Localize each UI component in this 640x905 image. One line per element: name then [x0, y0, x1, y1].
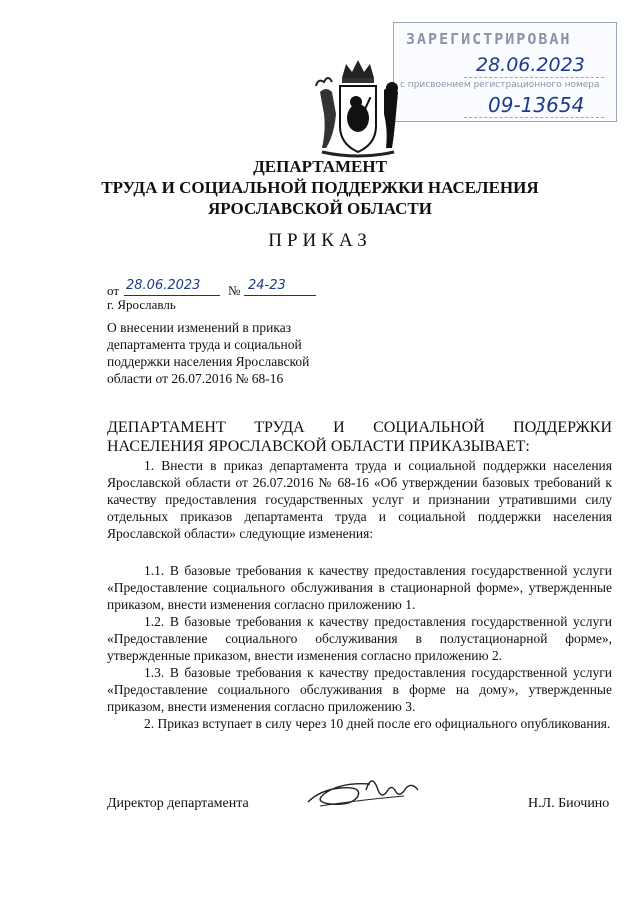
paragraph-1: 1. Внести в приказ департамента труда и социальной поддержки населения Ярославской области от 26.07.2016 № 68-16 «Об утверждении базовых требований к качеству предоставления государственных услуг и признании утратившими силу отдельных приказов департамента труда и социальной поддержки населения Ярославской области» следующие изменения: [107, 458, 612, 541]
stamp-title: ЗАРЕГИСТРИРОВАН [406, 30, 572, 48]
stamp-number: 09-13654 [488, 93, 585, 117]
coat-of-arms-icon [312, 56, 404, 160]
order-subject [107, 319, 347, 387]
order-preamble: ДЕПАРТАМЕНТ ТРУДА И СОЦИАЛЬНОЙ ПОДДЕРЖКИ НАСЕЛЕНИЯ ЯРОСЛАВСКОЙ ОБЛАСТИ ПРИКАЗЫВАЕТ: [107, 419, 612, 455]
subject-line: области от 26.07.2016 № 68-16 [107, 371, 284, 386]
date-label: от [107, 283, 120, 298]
order-title: ПРИКАЗ [268, 230, 372, 251]
order-date: 28.06.2023 [126, 278, 201, 293]
stamp-divider [464, 117, 604, 118]
paragraph-1-1: 1.1. В базовые требования к качеству предоставления государственной услуги «Предоставление социального обслуживания в стационарной форме», утвержденные приказом, внести изменения согласно приложению 1. [107, 563, 612, 612]
signatory-name: Н.Л. Биочино [528, 796, 610, 811]
number-label: № [228, 283, 241, 298]
stamp-note: с присвоением регистрационного номера [400, 80, 600, 90]
city: г. Ярославль [107, 297, 176, 312]
department-header-line1: ДЕПАРТАМЕНТ [253, 157, 387, 176]
handwritten-signature-icon [300, 760, 435, 820]
department-header-line3: ЯРОСЛАВСКОЙ ОБЛАСТИ [208, 199, 432, 218]
order-number: 24-23 [248, 278, 286, 293]
department-header-line2: ТРУДА И СОЦИАЛЬНОЙ ПОДДЕРЖКИ НАСЕЛЕНИЯ [101, 178, 539, 197]
stamp-date: 28.06.2023 [476, 54, 585, 76]
signatory-position: Директор департамента [107, 796, 249, 811]
registration-stamp [393, 22, 617, 122]
paragraph-1-2: 1.2. В базовые требования к качеству предоставления государственной услуги «Предоставление социального обслуживания в полустационарной форме», утвержденные приказом, внести изменения согласно приложению 2. [107, 614, 612, 663]
number-underline [244, 295, 316, 296]
paragraph-2: 2. Приказ вступает в силу через 10 дней после его официального опубликования. [144, 716, 611, 731]
stamp-divider [464, 77, 604, 78]
subject-line: О внесении изменений в приказ [107, 320, 292, 335]
date-underline [124, 295, 220, 296]
paragraph-1-3: 1.3. В базовые требования к качеству предоставления государственной услуги «Предоставление социального обслуживания в форме на дому», утвержденные приказом, внести изменения согласно приложению 3. [107, 665, 612, 714]
subject-line: департамента труда и социальной [107, 337, 302, 352]
subject-line: поддержки населения Ярославской [107, 354, 310, 369]
